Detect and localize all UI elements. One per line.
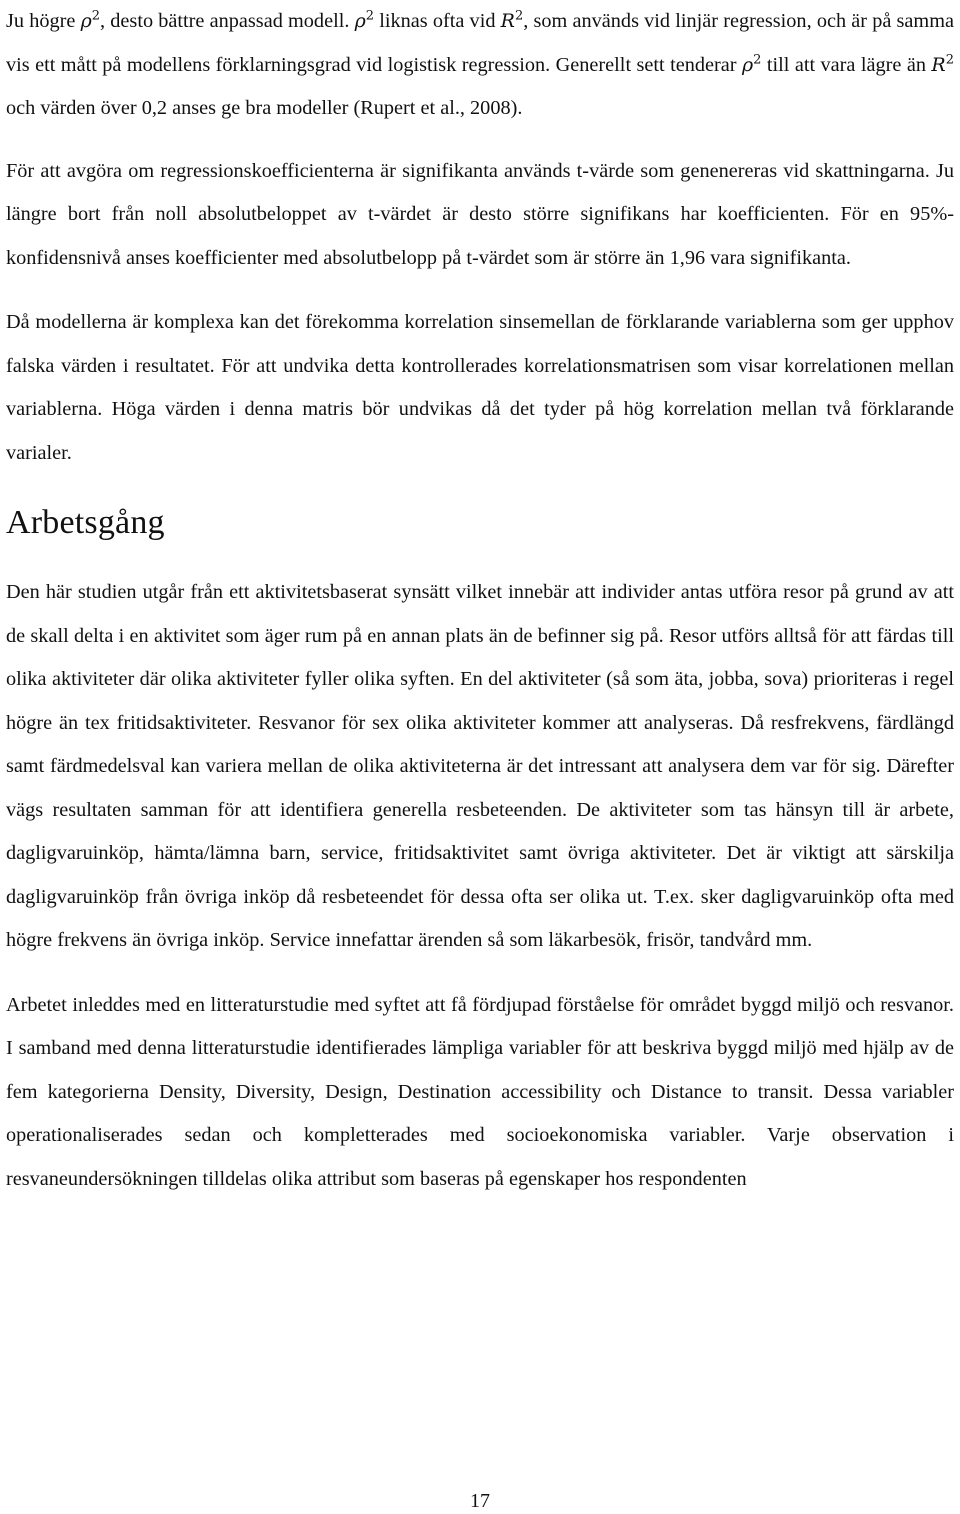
math-rho-squared: $\rho^2$ <box>354 8 375 32</box>
paragraph-literature-study: Arbetet inleddes med en litteraturstudie med syftet att få fördjupad förståelse för området byggd miljö och resvanor. I samband med denna litteraturstudie identifierades lämpliga variabler för att beskriva byggd miljö med hjälp av de fem kategorierna Density, Diversity, Design, Destination accessibility och Distance to transit. Dessa variabler operationaliserades sedan och kompletterades med socioekonomiska variabler. Varje observation i resvaneundersökningen tilldelas olika attribut som baseras på egenskaper hos respondenten <box>6 993 954 1190</box>
math-rho-squared: $\rho^2$ <box>80 8 101 32</box>
page-number: 17 <box>470 1490 490 1512</box>
paragraph-activity-approach: Den här studien utgår från ett aktivitetsbaserat synsätt vilket innebär att individer antas utföra resor på grund av att de skall delta i en aktivitet som äger rum på en annan plats än de befinner sig på. Resor utförs alltså för att färdas till olika aktiviteter där olika aktiviteter fyller olika syften. En del aktiviteter (så som äta, jobba, sova) prioriteras i regel högre än tex fritidsaktiviteter. Resvanor för sex olika aktiviteter kommer att analyseras. Då resfrekvens, färdlängd samt färdmedelsval kan variera mellan de olika aktiviteterna är det intressant att analysera dem var för sig. Därefter vägs resultaten samman för att identifiera generella resbeteenden. De aktiviteter som tas hänsyn till är arbete, dagligvaruinköp, hämta/lämna barn, service, fritidsaktivitet samt övriga aktiviteter. Det är viktigt att särskilja dagligvaruinköp från övriga inköp då resbeteendet för dessa ofta ser olika ut. T.ex. sker dagligvaruinköp ofta med högre frekvens än övriga inköp. Service innefattar ärenden så som läkarbesök, frisör, tandvård mm. <box>6 581 954 951</box>
section-heading: Arbetsgång <box>6 504 165 541</box>
text-run: till att vara lägre än <box>761 53 932 76</box>
paragraph-model-fit <box>6 0 954 131</box>
text-run: , desto bättre anpassad modell. <box>100 10 355 32</box>
text-run: och värden över 0,2 anses ge bra modeller (Rupert et al., 2008). <box>6 97 523 119</box>
text-run: , som används vid linjär regression, och är på samma vis ett mått på modellens förklarningsgrad vid logistisk regression. Generellt sett tenderar <box>6 10 954 76</box>
math-r-squared: $R^2$ <box>500 8 524 32</box>
math-r-squared: $R^2$ <box>931 52 954 76</box>
paragraph-correlation: Då modellerna är komplexa kan det förekomma korrelation sinsemellan de förklarande variablerna som ger upphov falska värden i resultatet. För att undvika detta kontrollerades korrelationsmatrisen som visar korrelationen mellan variablerna. Höga värden i denna matris bör undvikas då det tyder på hög korrelation mellan två förklarande varialer. <box>6 311 954 464</box>
document-page <box>6 0 954 1201</box>
paragraph-t-value: För att avgöra om regressionskoefficienterna är signifikanta används t-värde som genenereras vid skattningarna. Ju längre bort från noll absolutbeloppet av t-värdet är desto större signifikans har koefficienten. För en 95%-konfidensnivå anses koefficienter med absolutbelopp på t-värdet som är större än 1,96 vara signifikanta. <box>6 159 954 269</box>
text-run: liknas ofta vid <box>374 10 501 32</box>
text-run: Ju högre <box>6 10 81 32</box>
math-rho-squared: $\rho^2$ <box>741 52 762 76</box>
